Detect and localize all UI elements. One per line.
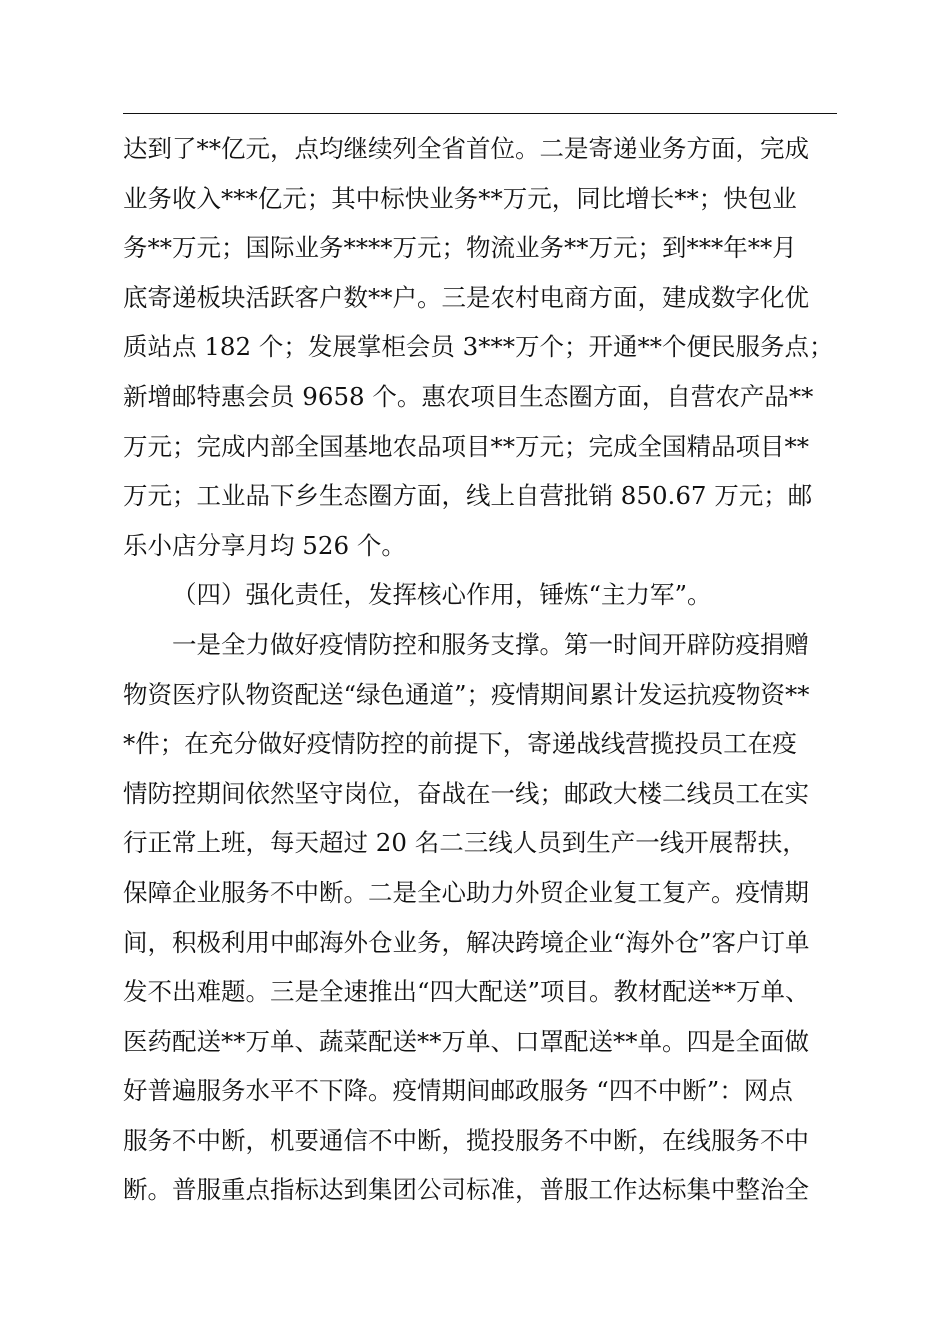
text-line: 质站点 182 个；发展掌柜会员 3***万个；开通**个便民服务点； [123, 332, 834, 362]
text-line: 务**万元；国际业务****万元；物流业务**万元；到***年**月 [123, 233, 797, 263]
text-line: 底寄递板块活跃客户数**户。三是农村电商方面，建成数字化优 [123, 282, 809, 312]
text-line: 物资医疗队物资配送“绿色通道”；疫情期间累计发运抗疫物资** [123, 679, 810, 709]
text-line: 情防控期间依然坚守岗位，奋战在一线；邮政大楼二线员工在实 [123, 778, 809, 808]
header-rule [123, 113, 837, 114]
text-line: *件；在充分做好疫情防控的前提下，寄递战线营揽投员工在疫 [123, 729, 797, 759]
text-line: 达到了**亿元，点均继续列全省首位。二是寄递业务方面，完成 [123, 134, 809, 163]
text-line: 一是全力做好疫情防控和服务支撑。第一时间开辟防疫捐赠 [172, 629, 809, 659]
text-line: 发不出难题。三是全速推出“四大配送”项目。教材配送**万单、 [123, 977, 810, 1007]
text-line: 服务不中断，机要通信不中断，揽投服务不中断，在线服务不中 [123, 1125, 809, 1155]
text-line: 保障企业服务不中断。二是全心助力外贸企业复工复产。疫情期 [123, 877, 809, 907]
text-line: 医药配送**万单、蔬菜配送**万单、口罩配送**单。四是全面做 [123, 1026, 809, 1056]
text-line: 好普遍服务水平不下降。疫情期间邮政服务 “四不中断”：网点 [123, 1076, 793, 1106]
section-heading: （四）强化责任，发挥核心作用，锤炼“主力军”。 [172, 580, 712, 610]
text-line: 万元；工业品下乡生态圈方面，线上自营批销 850.67 万元；邮 [123, 481, 813, 511]
text-line: 万元；完成内部全国基地农品项目**万元；完成全国精品项目** [123, 431, 809, 461]
text-line: 新增邮特惠会员 9658 个。惠农项目生态圈方面，自营农产品** [123, 381, 814, 411]
text-line: 业务收入***亿元；其中标快业务**万元，同比增长**；快包业 [123, 183, 797, 213]
text-line: 间，积极利用中邮海外仓业务，解决跨境企业“海外仓”客户订单 [123, 927, 810, 957]
text-line: 断。普服重点指标达到集团公司标准，普服工作达标集中整治全 [123, 1175, 809, 1205]
document-body [123, 124, 863, 1215]
text-line: 乐小店分享月均 526 个。 [123, 530, 406, 560]
text-line: 行正常上班，每天超过 20 名二三线人员到生产一线开展帮扶， [123, 828, 807, 858]
